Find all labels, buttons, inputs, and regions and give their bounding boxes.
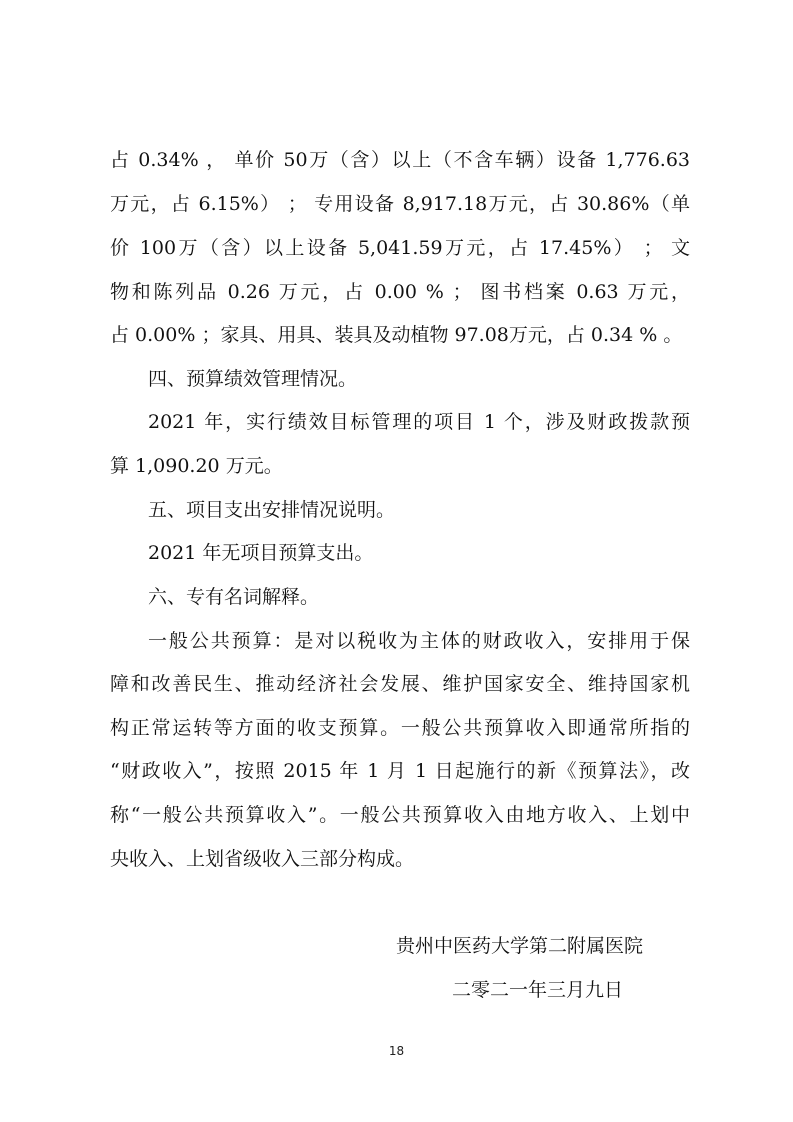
section-heading-performance: 四、预算绩效管理情况。 — [148, 368, 358, 390]
paragraph-line: 障和改善民生、推动经济社会发展、维护国家安全、维持国家机 — [110, 673, 690, 695]
signature-date: 二零二一年三月九日 — [452, 979, 624, 1001]
paragraph-line: 万元，占 6.15%） ； 专用设备 8,917.18万元，占 30.86%（单 — [110, 193, 690, 215]
paragraph-line: 价 100万（含）以上设备 5,041.59万元，占 17.45%） ； 文 — [110, 237, 690, 259]
paragraph-line: 称“一般公共预算收入”。一般公共预算收入由地方收入、上划中 — [110, 804, 690, 826]
page-number: 18 — [388, 1044, 405, 1058]
signature-organization: 贵州中医药大学第二附属医院 — [396, 935, 644, 957]
paragraph-line: 物和陈列品 0.26 万元，占 0.00 % ； 图书档案 0.63 万元， — [110, 281, 690, 303]
paragraph-line: 占 0.00% ；家具、用具、装具及动植物 97.08万元，占 0.34 % 。 — [110, 324, 683, 346]
paragraph-line: 构正常运转等方面的收支预算。一般公共预算收入即通常所指的 — [110, 717, 690, 739]
paragraph-line: 算 1,090.20 万元。 — [110, 455, 283, 477]
paragraph-line: 2021 年无项目预算支出。 — [148, 542, 374, 564]
paragraph-line: 央收入、上划省级收入三部分构成。 — [110, 848, 415, 870]
paragraph-line: 占 0.34% ， 单价 50万（含）以上（不含车辆）设备 1,776.63 — [110, 149, 690, 171]
section-heading-project-expenditure: 五、项目支出安排情况说明。 — [148, 499, 396, 521]
paragraph-line: 2021 年，实行绩效目标管理的项目 1 个，涉及财政拨款预 — [148, 411, 690, 433]
paragraph-line: 一般公共预算：是对以税收为主体的财政收入，安排用于保 — [148, 630, 690, 652]
paragraph-line: “财政收入”，按照 2015 年 1 月 1 日起施行的新《预算法》，改 — [110, 760, 690, 782]
section-heading-glossary: 六、专有名词解释。 — [148, 586, 320, 608]
